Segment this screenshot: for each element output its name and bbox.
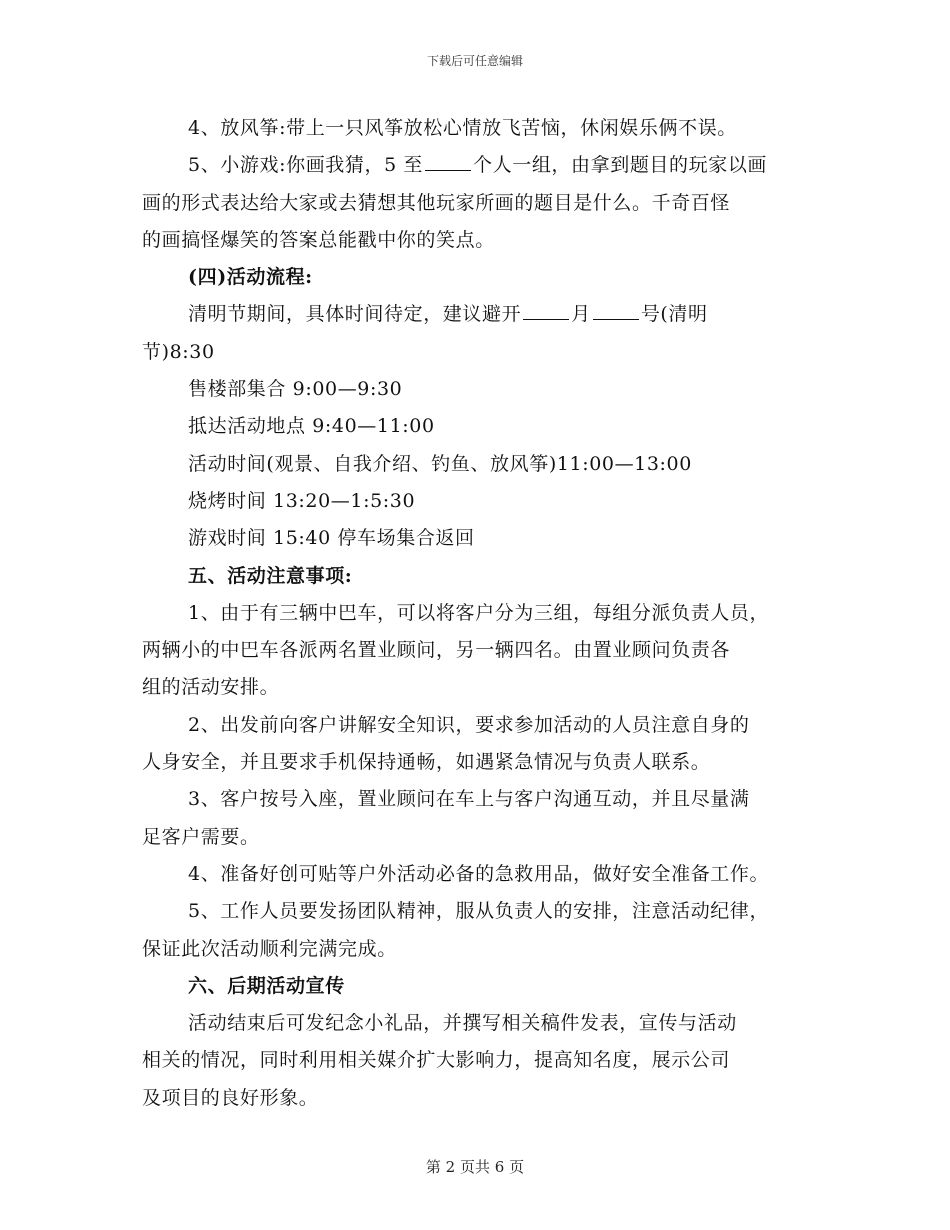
fill-blank: [425, 148, 471, 171]
line-text: 月: [571, 303, 591, 326]
page-footer: 第 2 页共 6 页: [425, 1158, 525, 1176]
paragraph-line: [142, 296, 832, 333]
paragraph-line: 及项目的良好形象。: [142, 1086, 319, 1109]
line-text: 号(清明: [640, 303, 708, 326]
paragraph-line: 1、由于有三辆中巴车，可以将客户分为三组，每组分派负责人员，: [188, 601, 770, 624]
document-body: [142, 110, 832, 1117]
paragraph-line: 足客户需要。: [142, 825, 260, 848]
paragraph-line: 两辆小的中巴车各派两名置业顾问，另一辆四名。由置业顾问负责各: [142, 639, 731, 662]
paragraph-line: 人身安全，并且要求手机保持通畅，如遇紧急情况与负责人联系。: [142, 751, 711, 774]
paragraph-line: 4、放风筝:带上一只风筝放松心情放飞苦恼，休闲娱乐俩不误。: [188, 117, 737, 139]
fill-blank: [593, 297, 639, 320]
line-text: 5、小游戏:你画我猜，5 至: [188, 154, 424, 177]
schedule-line: 抵达活动地点 9:40—11:00: [188, 415, 435, 438]
paragraph-line: 组的活动安排。: [142, 676, 280, 699]
paragraph-line: 4、准备好创可贴等户外活动必备的急救用品，做好安全准备工作。: [188, 862, 770, 885]
paragraph-line: 2、出发前向客户讲解安全知识，要求参加活动的人员注意自身的: [188, 713, 750, 736]
paragraph-line: [142, 147, 832, 184]
paragraph-line: 保证此次活动顺利完满完成。: [142, 937, 397, 960]
paragraph-line: 画的形式表达给大家或去猜想其他玩家所画的题目是什么。千奇百怪: [142, 191, 731, 214]
line-text: 个人一组，由拿到题目的玩家以画: [473, 154, 768, 177]
paragraph-line: 节)8:30: [142, 340, 215, 363]
fill-blank: [523, 297, 569, 320]
schedule-line: 售楼部集合 9:00—9:30: [188, 378, 403, 401]
schedule-line: 活动时间(观景、自我介绍、钓鱼、放风筝)11:00—13:00: [188, 452, 692, 475]
paragraph-line: 相关的情况，同时利用相关媒介扩大影响力，提高知名度，展示公司: [142, 1049, 731, 1072]
section-heading: (四)活动流程:: [188, 266, 313, 289]
paragraph-line: 活动结束后可发纪念小礼品，并撰写相关稿件发表，宣传与活动: [188, 1012, 737, 1035]
paragraph-line: 的画搞怪爆笑的答案总能戳中你的笑点。: [142, 228, 495, 251]
paragraph-line: 3、客户按号入座，置业顾问在车上与客户沟通互动，并且尽量满: [188, 788, 750, 811]
line-text: 清明节期间，具体时间待定，建议避开: [188, 303, 522, 326]
section-heading: 五、活动注意事项:: [188, 564, 353, 587]
schedule-line: 烧烤时间 13:20—1:5:30: [188, 489, 416, 512]
schedule-line: 游戏时间 15:40 停车场集合返回: [188, 527, 475, 550]
page-header: 下载后可任意编辑: [426, 54, 523, 68]
paragraph-line: 5、工作人员要发扬团队精神，服从负责人的安排，注意活动纪律，: [188, 900, 770, 923]
section-heading: 六、后期活动宣传: [188, 974, 345, 997]
